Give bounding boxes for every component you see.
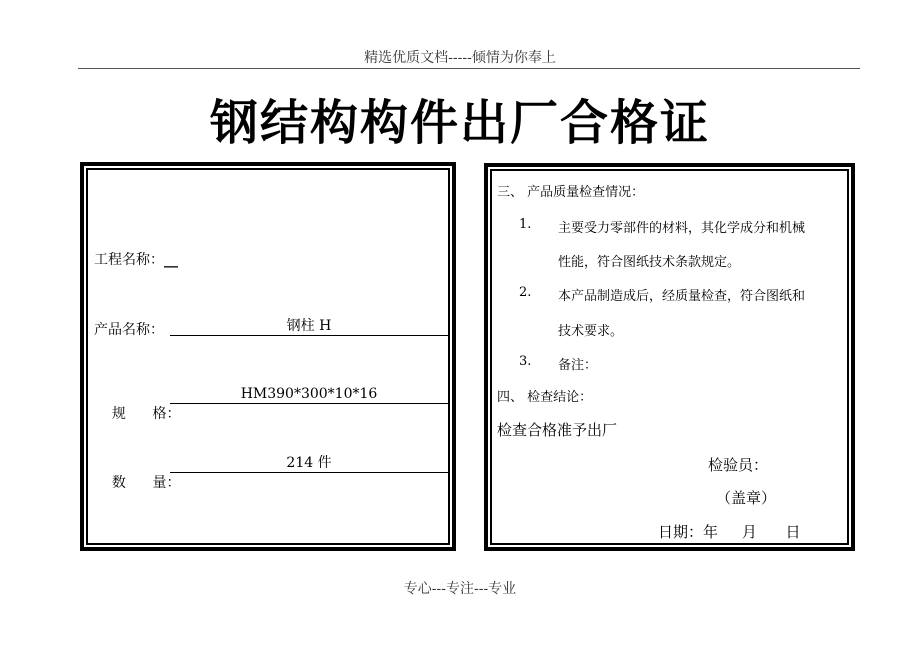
item2-line2: 技术要求。 — [558, 324, 624, 339]
document-title: 钢结构构件出厂合格证 — [209, 95, 710, 151]
item2-number: 2. — [519, 285, 532, 300]
inspection-conclusion: 检查合格准予出厂 — [497, 421, 618, 439]
product-name-label: 产品名称： — [94, 322, 164, 338]
product-name-field: 钢柱 H — [170, 317, 448, 336]
quantity-field: 214 件 — [170, 454, 448, 473]
date-line: 日期：年 月 日 — [658, 523, 801, 541]
section4-title: 四、 检查结论： — [497, 390, 593, 405]
project-name-label: 工程名称： — [94, 252, 164, 268]
item1-line2: 性能，符合图纸技术条款规定。 — [558, 255, 741, 270]
item3-remarks: 备注： — [558, 358, 598, 373]
spec-field: HM390*300*10*16 — [170, 385, 448, 404]
quantity-label: 数 量： — [111, 475, 181, 491]
header-divider — [78, 68, 860, 69]
product-name-row — [94, 319, 164, 339]
seal-text: （盖章） — [716, 489, 777, 507]
product-info-card — [80, 162, 456, 551]
inspector-label: 检验员： — [708, 456, 769, 474]
item1-line1: 主要受力零部件的材料，其化学成分和机械 — [558, 221, 806, 236]
quantity-row — [94, 456, 181, 508]
item1-number: 1. — [519, 217, 532, 232]
quality-check-card — [484, 163, 855, 551]
spec-label: 规 格： — [111, 406, 181, 422]
spec-row — [94, 387, 181, 439]
page-header-text: 精选优质文档-----倾情为你奉上 — [364, 50, 556, 66]
project-name-row — [94, 249, 178, 269]
item2-line1: 本产品制造成后，经质量检查，符合图纸和 — [558, 289, 806, 304]
page-footer-text: 专心---专注---专业 — [403, 581, 517, 597]
section3-title: 三、 产品质量检查情况： — [497, 185, 645, 200]
item3-number: 3. — [519, 354, 532, 369]
project-name-value: __ — [164, 252, 178, 268]
